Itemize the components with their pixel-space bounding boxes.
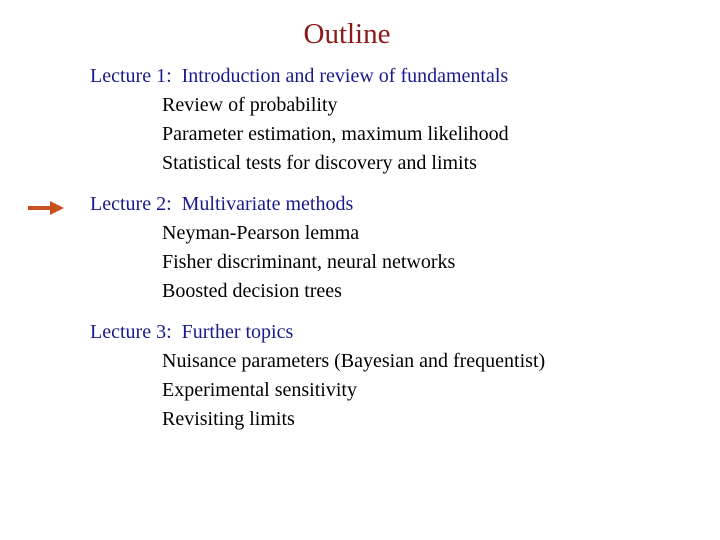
- topic-item: Review of probability: [162, 94, 338, 116]
- lecture-1-section: [90, 62, 509, 178]
- topic-item: Nuisance parameters (Bayesian and frequentist): [162, 350, 546, 372]
- topic-item: Parameter estimation, maximum likelihood: [162, 123, 509, 145]
- slide-title: Outline: [303, 18, 391, 50]
- topic-item: Fisher discriminant, neural networks: [162, 251, 456, 273]
- lecture-heading: Lecture 3: Further topics: [90, 321, 294, 343]
- lecture-3-section: [90, 318, 545, 434]
- topic-item: Experimental sensitivity: [162, 379, 357, 401]
- topic-item: Revisiting limits: [162, 408, 295, 430]
- lecture-heading: Lecture 2: Multivariate methods: [90, 193, 354, 215]
- lecture-2-section: [90, 190, 455, 306]
- arrow-right-icon: [28, 201, 64, 215]
- lecture-heading: Lecture 1: Introduction and review of fundamentals: [90, 65, 509, 87]
- topic-item: Statistical tests for discovery and limits: [162, 152, 477, 174]
- topic-item: Boosted decision trees: [162, 280, 342, 302]
- topic-item: Neyman-Pearson lemma: [162, 222, 360, 244]
